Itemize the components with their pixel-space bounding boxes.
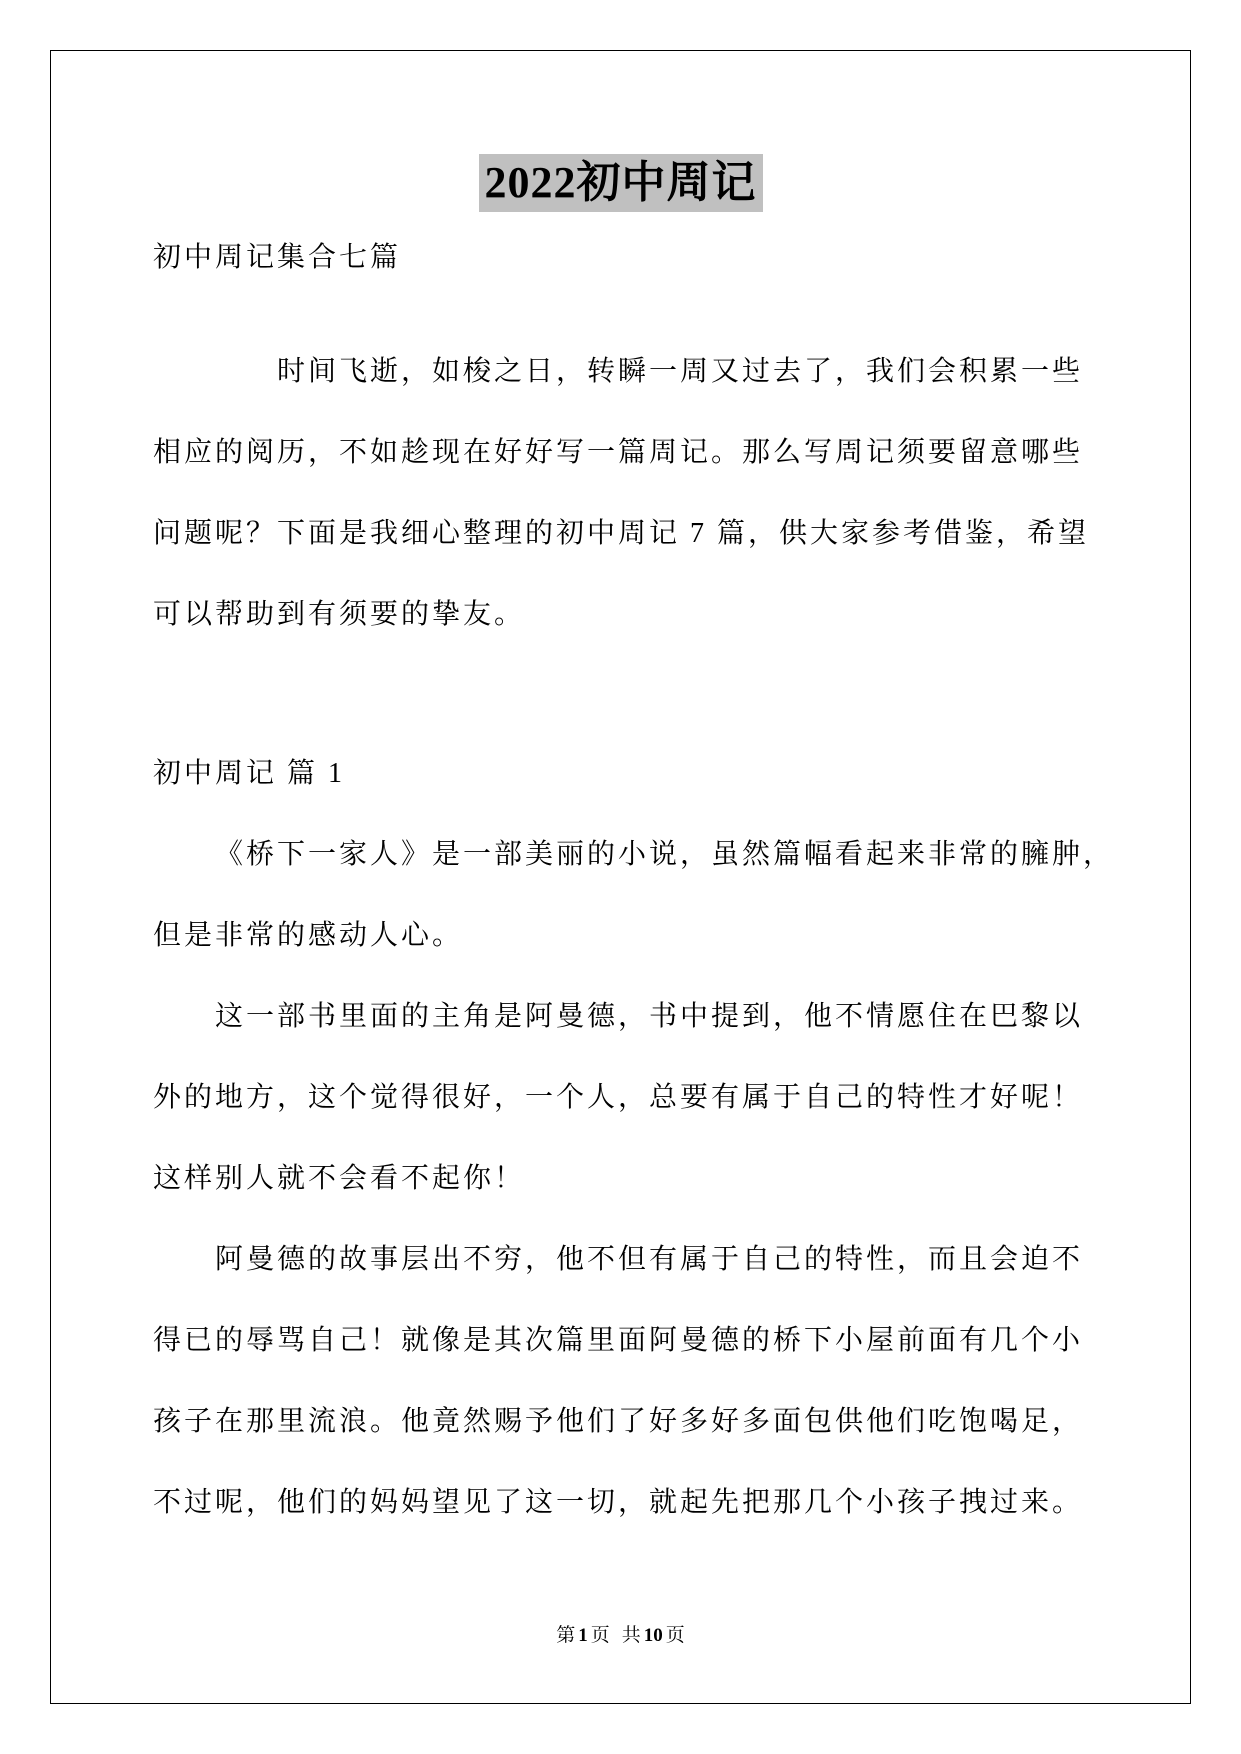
intro-paragraph (153, 331, 1089, 655)
text-line: 但是非常的感动人心。 (153, 920, 464, 951)
paragraph (153, 976, 1114, 1219)
text-line: 阿曼德的故事层出不穷，他不但有属于自己的特性，而且会迫不 (215, 1244, 1084, 1275)
total-pages: 10 (643, 1625, 663, 1646)
page-prefix: 第 (556, 1625, 576, 1646)
total-prefix: 共 (621, 1625, 641, 1646)
section-heading: 初中周记 篇 1 (153, 758, 346, 789)
text-line: 时间飞逝，如梭之日，转瞬一周又过去了，我们会积累一些 (277, 356, 1084, 387)
document-title: 2022初中周记 (479, 154, 763, 212)
paragraph (153, 814, 1114, 976)
text-line: 孩子在那里流浪。他竟然赐予他们了好多好多面包供他们吃饱喝足， (153, 1406, 1084, 1437)
page-indicator (556, 1625, 610, 1646)
text-line: 不过呢，他们的妈妈望见了这一切，就起先把那几个小孩子拽过来。 (153, 1487, 1084, 1518)
paragraph (153, 1219, 1114, 1543)
page-number: 1 (578, 1625, 588, 1646)
text-line: 可以帮助到有须要的挚友。 (153, 599, 526, 630)
page-footer (0, 1624, 1241, 1648)
section-body (153, 814, 1114, 1543)
text-line: 得已的辱骂自己！就像是其次篇里面阿曼德的桥下小屋前面有几个小 (153, 1325, 1084, 1356)
total-suffix: 页 (665, 1625, 685, 1646)
text-line: 《桥下一家人》是一部美丽的小说，虽然篇幅看起来非常的臃肿， (215, 839, 1115, 870)
text-line: 问题呢？下面是我细心整理的初中周记 7 篇，供大家参考借鉴，希望 (153, 518, 1090, 549)
total-pages-indicator (622, 1625, 685, 1646)
page-suffix: 页 (590, 1625, 610, 1646)
text-line: 这一部书里面的主角是阿曼德，书中提到，他不情愿住在巴黎以 (215, 1001, 1084, 1032)
text-line: 相应的阅历，不如趁现在好好写一篇周记。那么写周记须要留意哪些 (153, 437, 1084, 468)
text-line: 外的地方，这个觉得很好，一个人，总要有属于自己的特性才好呢！ (153, 1082, 1084, 1113)
text-line: 这样别人就不会看不起你！ (153, 1163, 526, 1194)
title-block (0, 154, 1241, 212)
collection-heading: 初中周记集合七篇 (153, 242, 402, 273)
